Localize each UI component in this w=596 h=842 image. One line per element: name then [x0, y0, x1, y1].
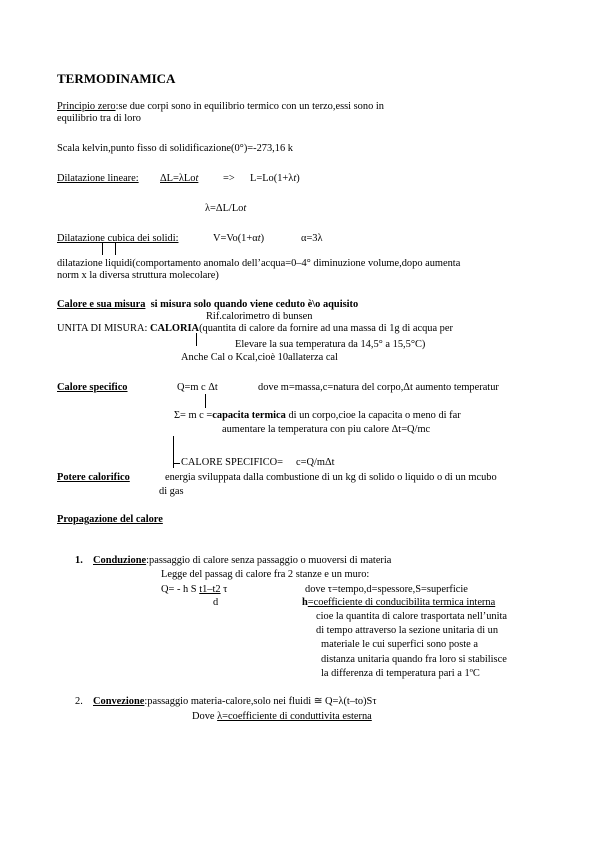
conduzione-desc-2: di tempo attraverso la sezione unitaria di un	[316, 625, 499, 636]
dil-lineare-f3-text: λ=ΔL/Lo	[205, 203, 244, 214]
potere-calorifico-line1: energia sviluppata dalla combustione di un kg di solido o liquido o di un mcubo	[165, 472, 497, 483]
convezione-dove-label: Dove	[192, 711, 218, 722]
aumentare-line: aumentare la temperatura con piu calore Δt=Q/mc	[222, 424, 431, 435]
list-number-1: 1.	[75, 555, 83, 566]
principio-zero-line1	[57, 101, 384, 113]
legge-formula-denominator: d	[213, 597, 219, 608]
coeff-conduttivita-esterna: λ=coefficiente di conduttivita esterna	[217, 711, 372, 722]
capacita-termica-term: capacita termica	[212, 410, 286, 421]
conduzione-text: :passaggio di calore senza passaggio o muoversi di materia	[146, 555, 392, 566]
liquidi-line1: dilatazione liquidi(comportamento anomalo dell’acqua=0–4° diminuzione volume,dopo aumenta	[57, 258, 461, 269]
conduzione-line	[93, 555, 391, 567]
bracket-tick	[173, 463, 180, 464]
dil-cubica-f1-text: V=Vo(1+α	[213, 233, 258, 244]
dil-lineare-formula2	[250, 173, 300, 185]
implies-arrow: =>	[223, 173, 235, 184]
calore-specifico-caps: CALORE SPECIFICO=	[181, 457, 283, 468]
dil-lineare-label: Dilatazione lineare:	[57, 173, 139, 184]
conduzione-desc-4: distanza unitaria quando fra loro si stabilisce	[321, 654, 507, 665]
elevare-line: Elevare la sua temperatura da 14,5° a 15,5°C)	[235, 339, 426, 350]
convezione-line	[93, 696, 377, 708]
coeff-conducibilita-def: =coefficiente di conducibilita termica interna	[307, 597, 496, 608]
legge-formula-tau: τ	[220, 584, 228, 595]
calore-specifico-label: Calore specifico	[57, 382, 128, 393]
dil-lineare-formula1	[160, 173, 198, 185]
calore-specifico-formula: Q=m c Δt	[177, 382, 218, 393]
dil-cubica-f1-t: t	[257, 233, 261, 244]
dil-cubica-label: Dilatazione cubica dei solidi:	[57, 233, 179, 244]
rif-calorimetro: Rif.calorimetro di bunsen	[206, 311, 313, 322]
capacita-termica-line	[174, 410, 461, 422]
legge-line: Legge del passag di calore fra 2 stanze e un muro:	[161, 569, 370, 580]
principio-zero-line2: equilibrio tra di loro	[57, 113, 141, 124]
principio-zero-label: Principio zero	[57, 101, 116, 112]
unita-misura-label: UNITA DI MISURA:	[57, 323, 150, 334]
bracket-line	[196, 333, 197, 346]
sigma-formula: Σ= m c =	[174, 410, 213, 421]
bracket-line	[102, 243, 103, 255]
dil-lineare-f2-text: L=Lo(1+λ	[250, 173, 294, 184]
calore-specifico-def	[181, 457, 335, 469]
coeff-conducibilita	[302, 597, 495, 609]
legge-formula-numerator: t1–t2	[199, 584, 221, 595]
potere-calorifico-line2: di gas	[159, 486, 184, 497]
conduzione-label: Conduzione	[93, 555, 147, 566]
unita-misura-line	[57, 323, 453, 335]
calore-misura-line	[57, 299, 358, 311]
liquidi-line2: norm x la diversa struttura molecolare)	[57, 270, 219, 281]
conduzione-desc-3: materiale le cui superfici sono poste a	[321, 639, 478, 650]
calore-misura-label: Calore e sua misura	[57, 299, 146, 310]
list-number-2: 2.	[75, 696, 83, 707]
propagazione-heading: Propagazione del calore	[57, 514, 163, 525]
principio-zero-text: :se due corpi sono in equilibrio termico con un terzo,essi sono in	[115, 101, 384, 112]
potere-calorifico-label: Potere calorifico	[57, 472, 130, 483]
dil-lineare-f2-close: )	[296, 173, 300, 184]
dil-cubica-f1-close: )	[260, 233, 265, 244]
coeff-h: h	[302, 597, 308, 608]
dil-lineare-f1-text: ΔL=λLo	[160, 173, 196, 184]
dil-lineare-f3-t: t	[243, 203, 247, 214]
page-title: TERMODINAMICA	[57, 71, 176, 86]
legge-formula	[161, 584, 227, 596]
kelvin-line: Scala kelvin,punto fisso di solidificazione(0°)=-273,16 k	[57, 143, 293, 154]
calore-specifico-dove: dove m=massa,c=natura del corpo,Δt aumento temperatur	[258, 382, 499, 393]
anche-cal-line: Anche Cal o Kcal,cioè 10allaterza cal	[181, 352, 338, 363]
legge-formula-lhs: Q= - h S	[161, 584, 200, 595]
bracket-line	[205, 394, 206, 408]
convezione-label: Convezione	[93, 696, 145, 707]
dil-lineare-f1-t: t	[195, 173, 199, 184]
conduzione-desc-1: cioe la quantita di calore trasportata nell’unita	[316, 611, 507, 622]
convezione-dove	[192, 711, 372, 723]
dil-cubica-formula1	[213, 233, 264, 245]
caloria-def: (quantita di calore da fornire ad una massa di 1g di acqua per	[199, 323, 453, 334]
legge-dove: dove τ=tempo,d=spessore,S=superficie	[305, 584, 468, 595]
dil-cubica-formula2: α=3λ	[301, 233, 323, 244]
convezione-text: :passaggio materia-calore,solo nei fluidi ≅ Q=λ(t–to)Sτ	[144, 696, 377, 707]
calore-specifico-eq: c=Q/mΔt	[296, 457, 335, 468]
caloria-term: CALORIA	[149, 323, 200, 334]
capacita-termica-def: di un corpo,cioe la capacita o meno di far	[285, 410, 461, 421]
dil-lineare-formula3	[205, 203, 246, 215]
calore-misura-text: si misura solo quando viene ceduto è\o aquisito	[150, 299, 359, 310]
dil-lineare-f2-t: t	[293, 173, 297, 184]
conduzione-desc-5: la differenza di temperatura pari a 1ºC	[321, 668, 480, 679]
bracket-line	[115, 243, 116, 255]
